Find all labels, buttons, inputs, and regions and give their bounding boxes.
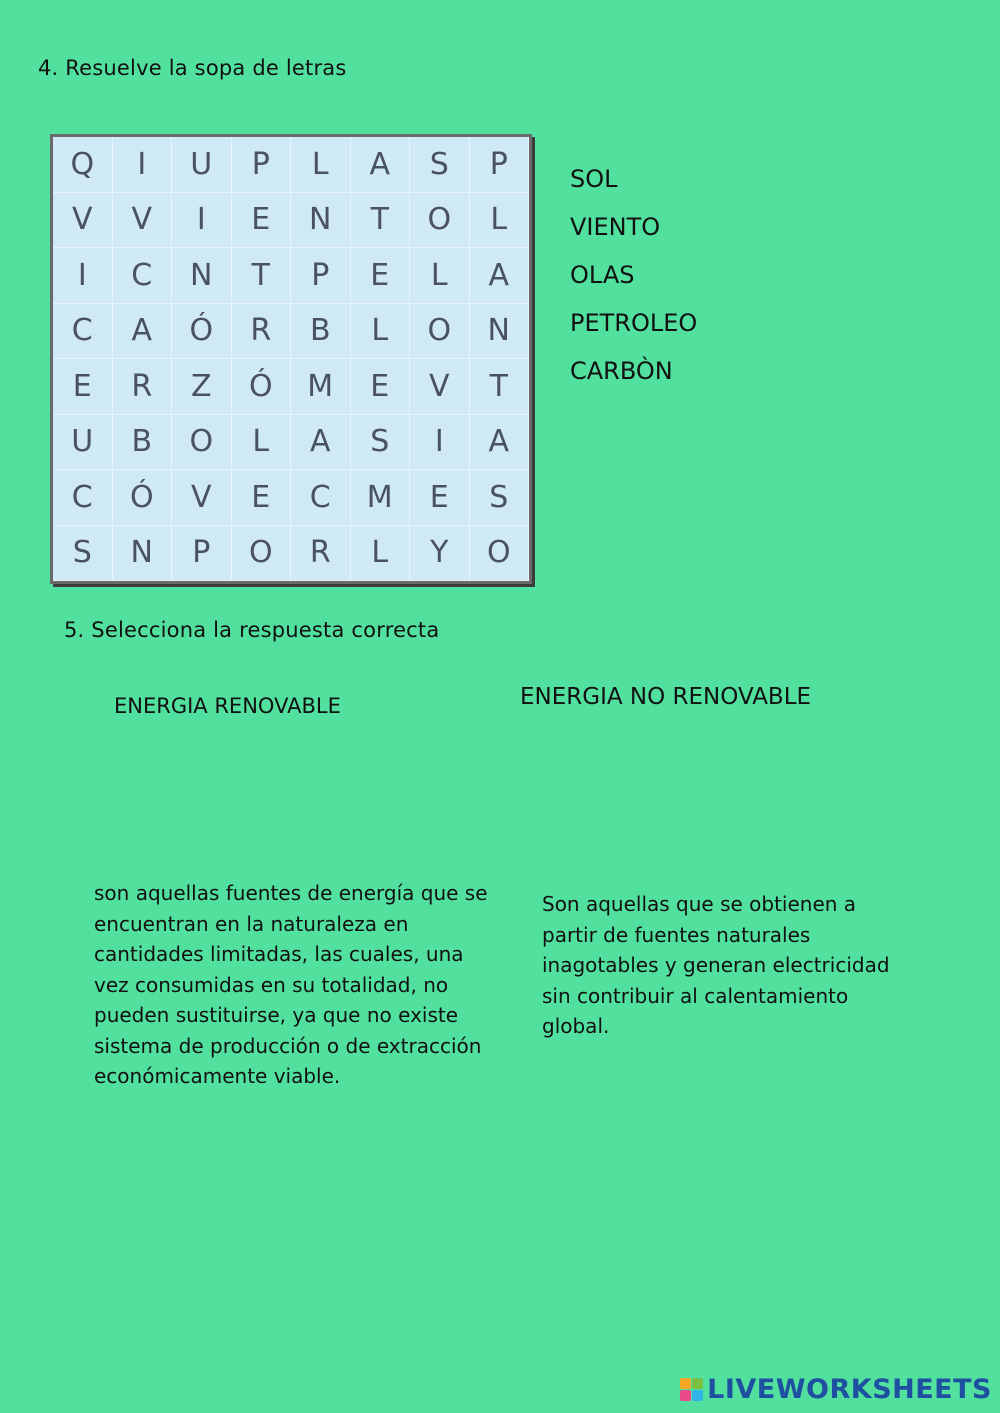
grid-cell[interactable]: B bbox=[113, 415, 173, 471]
grid-cell[interactable]: A bbox=[470, 415, 530, 471]
grid-cell[interactable]: Ó bbox=[232, 359, 292, 415]
grid-cell[interactable]: Y bbox=[410, 526, 470, 582]
grid-cell[interactable]: L bbox=[351, 526, 411, 582]
grid-cell[interactable]: Q bbox=[53, 137, 113, 193]
non-renewable-heading: ENERGIA NO RENOVABLE bbox=[520, 684, 812, 710]
grid-cell[interactable]: R bbox=[291, 526, 351, 582]
logo-square bbox=[692, 1390, 703, 1401]
grid-cell[interactable]: P bbox=[291, 248, 351, 304]
logo-square bbox=[692, 1378, 703, 1389]
grid-cell[interactable]: B bbox=[291, 304, 351, 360]
grid-cell[interactable]: C bbox=[53, 304, 113, 360]
grid-cell[interactable]: A bbox=[351, 137, 411, 193]
grid-cell[interactable]: L bbox=[232, 415, 292, 471]
grid-cell[interactable]: O bbox=[232, 526, 292, 582]
grid-cell[interactable]: N bbox=[291, 193, 351, 249]
logo-square bbox=[680, 1390, 691, 1401]
logo-icon bbox=[680, 1378, 703, 1401]
grid-cell[interactable]: T bbox=[351, 193, 411, 249]
liveworksheets-logo bbox=[680, 1374, 992, 1405]
logo-square bbox=[680, 1378, 691, 1389]
grid-cell[interactable]: P bbox=[172, 526, 232, 582]
grid-cell[interactable]: O bbox=[470, 526, 530, 582]
grid-cell[interactable]: V bbox=[53, 193, 113, 249]
grid-cell[interactable]: M bbox=[291, 359, 351, 415]
grid-cell[interactable]: O bbox=[172, 415, 232, 471]
grid-cell[interactable]: I bbox=[53, 248, 113, 304]
definition-renewable[interactable]: Son aquellas que se obtienen a partir de fuentes naturales inagotables y generan electricidad sin contribuir al calentamiento global. bbox=[542, 892, 890, 1038]
grid-cell[interactable]: Z bbox=[172, 359, 232, 415]
word-search-grid bbox=[50, 134, 532, 584]
grid-cell[interactable]: V bbox=[410, 359, 470, 415]
grid-cell[interactable]: E bbox=[351, 359, 411, 415]
grid-cell[interactable]: A bbox=[113, 304, 173, 360]
grid-cell[interactable]: E bbox=[53, 359, 113, 415]
grid-cell[interactable]: S bbox=[351, 415, 411, 471]
word-list bbox=[570, 163, 697, 403]
grid-cell[interactable]: N bbox=[113, 526, 173, 582]
grid-cell[interactable]: C bbox=[291, 470, 351, 526]
grid-cell[interactable]: N bbox=[172, 248, 232, 304]
grid-cell[interactable]: E bbox=[232, 470, 292, 526]
grid-cell[interactable]: S bbox=[53, 526, 113, 582]
grid-cell[interactable]: Ó bbox=[113, 470, 173, 526]
word-item: OLAS bbox=[570, 261, 635, 289]
word-item: CARBÒN bbox=[570, 357, 673, 385]
renewable-heading: ENERGIA RENOVABLE bbox=[114, 694, 341, 718]
grid-cell[interactable]: L bbox=[470, 193, 530, 249]
grid-cell[interactable]: A bbox=[470, 248, 530, 304]
word-item: PETROLEO bbox=[570, 309, 698, 337]
grid-cell[interactable]: V bbox=[172, 470, 232, 526]
definition-non-renewable[interactable]: son aquellas fuentes de energía que se encuentran en la naturaleza en cantidades limitadas, las cuales, una vez consumidas en su totalidad, no pueden sustituirse, ya que no existe sistema de producción o de extracción económicamente viable. bbox=[94, 881, 488, 1088]
grid-cell[interactable]: O bbox=[410, 193, 470, 249]
grid-cell[interactable]: R bbox=[113, 359, 173, 415]
grid-cell[interactable]: L bbox=[351, 304, 411, 360]
grid-cell[interactable]: S bbox=[470, 470, 530, 526]
grid-cell[interactable]: N bbox=[470, 304, 530, 360]
grid-cell[interactable]: I bbox=[172, 193, 232, 249]
grid-cell[interactable]: I bbox=[410, 415, 470, 471]
grid-cell[interactable]: L bbox=[291, 137, 351, 193]
grid-cell[interactable]: P bbox=[470, 137, 530, 193]
grid-cell[interactable]: E bbox=[410, 470, 470, 526]
question-5-title: 5. Selecciona la respuesta correcta bbox=[64, 618, 440, 642]
grid-cell[interactable]: Ó bbox=[172, 304, 232, 360]
grid-cell[interactable]: I bbox=[113, 137, 173, 193]
grid-cell[interactable]: P bbox=[232, 137, 292, 193]
question-4-title: 4. Resuelve la sopa de letras bbox=[38, 56, 347, 80]
grid-cell[interactable]: C bbox=[113, 248, 173, 304]
grid-cell[interactable]: U bbox=[172, 137, 232, 193]
grid-cell[interactable]: E bbox=[351, 248, 411, 304]
grid-cell[interactable]: L bbox=[410, 248, 470, 304]
grid-cell[interactable]: T bbox=[470, 359, 530, 415]
grid-cell[interactable]: M bbox=[351, 470, 411, 526]
grid-cell[interactable]: E bbox=[232, 193, 292, 249]
grid-cell[interactable]: C bbox=[53, 470, 113, 526]
grid-cell[interactable]: S bbox=[410, 137, 470, 193]
logo-text: LIVEWORKSHEETS bbox=[707, 1374, 992, 1405]
grid-cell[interactable]: V bbox=[113, 193, 173, 249]
grid-cell[interactable]: O bbox=[410, 304, 470, 360]
grid-cell[interactable]: U bbox=[53, 415, 113, 471]
word-item: VIENTO bbox=[570, 213, 661, 241]
grid-cell[interactable]: R bbox=[232, 304, 292, 360]
grid-cell[interactable]: A bbox=[291, 415, 351, 471]
word-item: SOL bbox=[570, 165, 618, 193]
grid-cell[interactable]: T bbox=[232, 248, 292, 304]
